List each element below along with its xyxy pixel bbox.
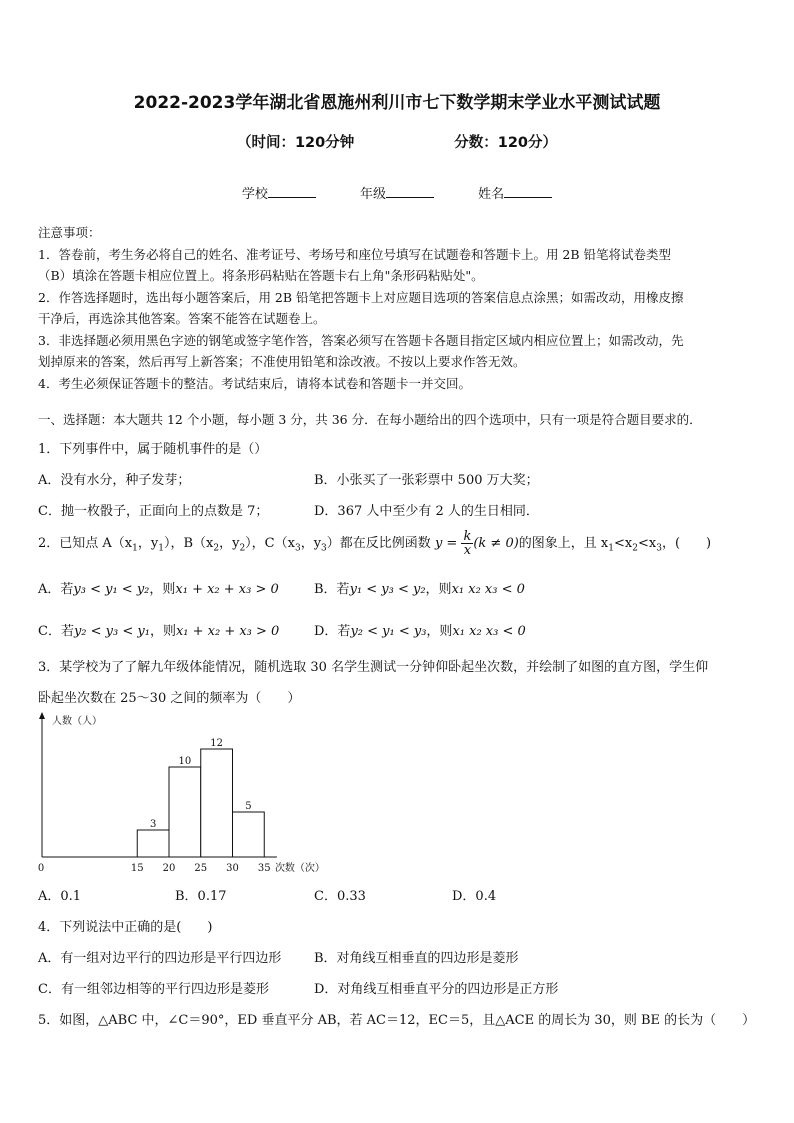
note-line: （B）填涂在答题卡相应位置上。将条形码粘贴在答题卡右上角"条形码粘贴处"。	[38, 268, 484, 283]
grade-blank	[386, 185, 434, 198]
q2-text: ，y	[137, 536, 159, 551]
section-heading: 一、选择题：本大题共 12 个小题，每小题 3 分，共 36 分．在每小题给出的四个选项中，只有一项是符合题目要求的．	[38, 412, 702, 427]
name-label: 姓名	[478, 187, 505, 202]
option-text: A．若	[38, 582, 74, 597]
option-condition: y₂ < y₃ < y₁	[73, 624, 150, 639]
q2-option-d	[314, 620, 526, 639]
q2-text: <x	[614, 536, 633, 551]
exam-time: （时间：120分钟	[236, 135, 355, 151]
school-label: 学校	[241, 187, 268, 202]
x-tick-label: 30	[226, 863, 239, 874]
option-text: ，则	[149, 624, 176, 639]
option-text: B．若	[314, 582, 350, 597]
note-line: 2．作答选择题时，选出每小题答案后，用 2B 铅笔把答题卡上对应题目选项的答案信息点涂黑；如需改动，用橡皮擦	[38, 289, 684, 305]
exam-title: 2022-2023学年湖北省恩施州利川市七下数学期末学业水平测试试题	[133, 93, 661, 113]
bar-value-label: 3	[149, 819, 157, 830]
bar-value-label: 10	[178, 756, 192, 767]
origin-label: 0	[37, 863, 45, 874]
q4-option-d: D．对角线互相垂直平分的四边形是正方形	[314, 982, 559, 997]
q2-text: ，y	[300, 536, 322, 551]
q3-option-b: B．0.17	[175, 889, 227, 904]
bar-value-label: 5	[245, 801, 252, 812]
q4-stem: 4．下列说法中正确的是( )	[38, 920, 213, 935]
q4-option-c: C．有一组邻边相等的平行四边形是菱形	[38, 982, 269, 997]
q1-option-b: B．小张买了一张彩票中 500 万大奖；	[314, 473, 539, 488]
histogram-bar	[137, 830, 169, 857]
q4-option-a: A．有一组对边平行的四边形是平行四边形	[38, 951, 282, 966]
note-line: 划掉原来的答案，然后再写上新答案；不准使用铅笔和涂改液。不按以上要求作答无效。	[38, 354, 526, 369]
option-condition: y₁ < y₃ < y₂	[349, 582, 426, 597]
fraction-numerator: k	[463, 529, 472, 544]
option-text: D．若	[314, 624, 351, 639]
q2-text: <x	[637, 536, 657, 551]
grade-label: 年级	[359, 187, 386, 202]
option-condition: y₃ < y₁ < y₂	[73, 582, 150, 597]
note-line: 4．考生必须保证答题卡的整洁。考试结束后，请将本试卷和答题卡一并交回。	[38, 375, 471, 391]
q2-text: ），B（x	[163, 536, 214, 551]
q2-text: ，( )	[661, 536, 712, 551]
option-text: ，则	[425, 582, 452, 597]
x-tick-label: 25	[194, 863, 208, 874]
x-tick-label: 35	[257, 863, 271, 874]
q2-text: ），C（x	[245, 536, 295, 551]
bar-value-label: 12	[210, 738, 223, 749]
option-text: C．若	[38, 624, 74, 639]
exam-score: 分数：120分）	[454, 135, 558, 151]
x-tick-label: 15	[130, 863, 144, 874]
histogram-bar	[233, 812, 265, 857]
notes-heading: 注意事项：	[38, 225, 101, 240]
option-text: ，则	[149, 582, 176, 597]
q5-stem: 5．如图，△ABC 中，∠C＝90°，ED 垂直平分 AB，若 AC＝12，EC＝5，且△ACE 的周长为 30，则 BE 的长为（ ）	[38, 1013, 756, 1028]
histogram-chart	[30, 710, 325, 885]
q1-stem: 1．下列事件中，属于随机事件的是（）	[38, 442, 268, 457]
option-result: x₁ x₂ x₃ < 0	[451, 582, 525, 597]
q3-option-c: C．0.33	[314, 889, 366, 904]
q2-text: ）都在反比例函数	[326, 536, 431, 551]
histogram-bar	[169, 767, 201, 857]
note-line: 1．答卷前，考生务必将自己的姓名、准考证号、考场号和座位号填写在试题卷和答题卡上。用 2B 铅笔将试卷类型	[38, 246, 672, 262]
histogram-bar	[201, 749, 233, 857]
note-line: 3．非选择题必须用黑色字迹的钢笔或签字笔作答，答案必须写在答题卡各题目指定区域内相应位置上；如需改动，先	[38, 332, 684, 348]
notes-section	[38, 222, 758, 394]
q3-stem-line1: 3．某学校为了了解九年级体能情况，随机选取 30 名学生测试一分钟仰卧起坐次数，并绘制了如图的直方图，学生仰	[38, 660, 709, 675]
option-result: x₁ x₂ x₃ < 0	[452, 624, 526, 639]
y-axis-arrow	[39, 712, 45, 719]
option-condition: y₂ < y₁ < y₃	[350, 624, 427, 639]
q3-stem-line2: 卧起坐次数在 25～30 之间的频率为（ ）	[38, 691, 301, 706]
q1-option-d: D．367 人中至少有 2 人的生日相同．	[314, 504, 539, 519]
q2-function-lhs: y =	[434, 536, 458, 551]
q2-option-c	[38, 620, 279, 639]
note-line: 干净后，再选涂其他答案。答案不能答在试题卷上。	[38, 311, 326, 326]
option-text: ，则	[426, 624, 453, 639]
student-info	[0, 183, 794, 202]
school-blank	[268, 185, 316, 198]
q3-option-a: A．0.1	[38, 889, 82, 904]
q2-text: 2．已知点 A（x	[38, 536, 133, 551]
exam-subtitle	[0, 131, 794, 152]
q2-fraction	[461, 530, 473, 557]
fraction-denominator: x	[463, 543, 472, 558]
q2-stem: 2．已知点 $A(x_1$，$y_1$），$B(x_2$，$y_2$），$C(x_3$，$y_3$）都在反比例函数 y = $\frac{k}{x}$ (k ≠ 0)的图象上，且 $x_1<x_2<x_3$，( )	[38, 529, 712, 558]
q2-function-condition: (k ≠ 0)	[473, 536, 519, 551]
q1-option-a: A．没有水分，种子发芽；	[38, 473, 191, 488]
name-blank	[504, 185, 552, 198]
q2-option-b	[314, 578, 525, 597]
q3-option-d: D．0.4	[452, 889, 497, 904]
option-result: x₁ + x₂ + x₃ > 0	[175, 624, 280, 639]
option-result: x₁ + x₂ + x₃ > 0	[175, 582, 279, 597]
y-axis-title: 人数（人）	[52, 716, 102, 727]
q1-option-c: C．抛一枚骰子，正面向上的点数是 7；	[38, 504, 269, 519]
x-axis-title: 次数（次）	[274, 863, 325, 874]
q4-option-b: B．对角线互相垂直的四边形是菱形	[314, 951, 519, 966]
x-tick-label: 20	[162, 863, 176, 874]
q2-text: 的图象上，且 x	[518, 536, 609, 551]
q2-text: ，y	[219, 536, 240, 551]
q2-option-a	[38, 578, 279, 597]
